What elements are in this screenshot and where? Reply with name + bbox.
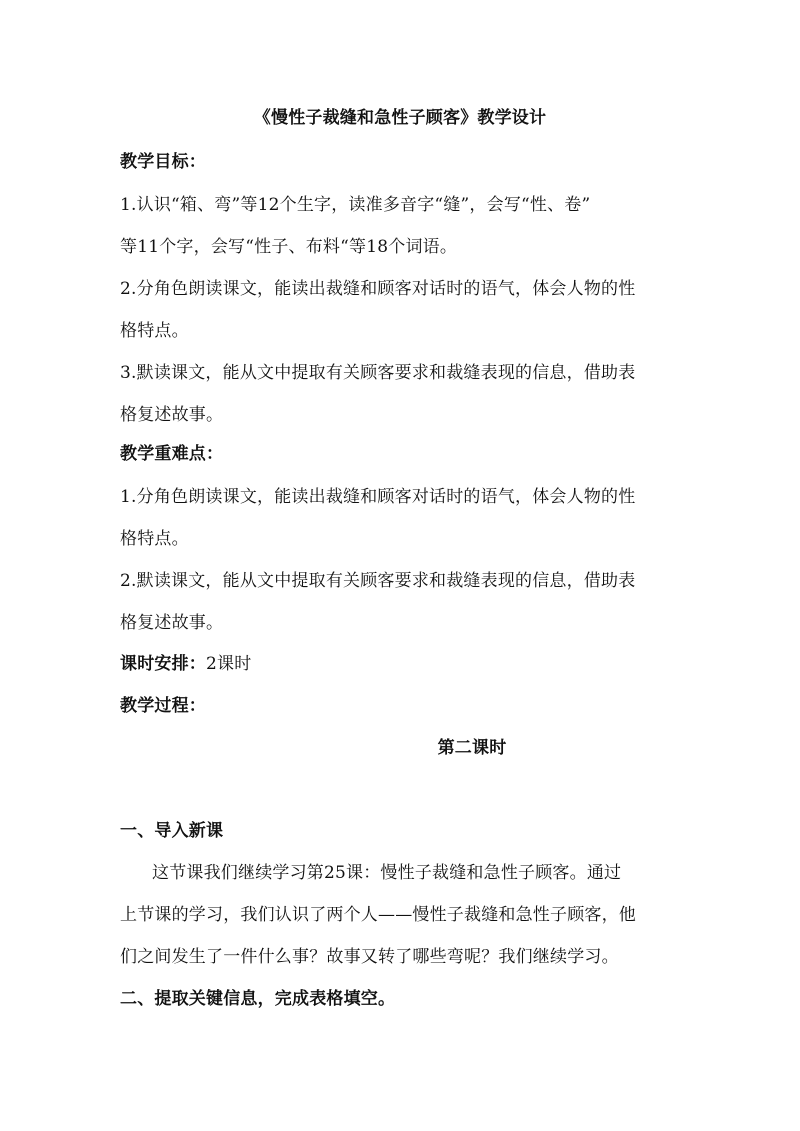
key-point-1-line-1: 1.分角色朗读课文，能读出裁缝和顾客对话时的语气，体会人物的性 xyxy=(120,487,636,507)
section-1-line-2: 上节课的学习，我们认识了两个人——慢性子裁缝和急性子顾客，他 xyxy=(120,905,636,925)
objective-2-line-1: 2.分角色朗读课文，能读出裁缝和顾客对话时的语气，体会人物的性 xyxy=(120,279,636,299)
key-point-1-line-2: 格特点。 xyxy=(120,529,189,549)
section-1-line-3: 们之间发生了一件什么事？故事又转了哪些弯呢？我们继续学习。 xyxy=(120,947,619,967)
objective-1-line-1: 1.认识“箱、弯”等12个生字，读准多音字“缝”，会写“性、卷” xyxy=(120,195,591,215)
schedule-value: 2课时 xyxy=(206,654,252,674)
process-heading: 教学过程： xyxy=(120,696,206,716)
key-point-2-line-2: 格复述故事。 xyxy=(120,613,224,633)
objectives-heading: 教学目标： xyxy=(120,152,206,172)
objective-3-line-2: 格复述故事。 xyxy=(120,405,224,425)
objective-2-line-2: 格特点。 xyxy=(120,321,189,341)
section-2-heading: 二、提取关键信息，完成表格填空。 xyxy=(120,989,396,1009)
key-point-2-line-1: 2.默读课文，能从文中提取有关顾客要求和裁缝表现的信息，借助表 xyxy=(120,571,636,591)
schedule-line xyxy=(120,653,700,675)
objective-3-line-1: 3.默读课文，能从文中提取有关顾客要求和裁缝表现的信息，借助表 xyxy=(120,363,636,383)
document-title: 《慢性子裁缝和急性子顾客》教学设计 xyxy=(253,108,547,128)
lesson-heading: 第二课时 xyxy=(437,738,507,758)
section-1-line-1: 这节课我们继续学习第25课：慢性子裁缝和急性子顾客。通过 xyxy=(152,863,622,883)
section-1-heading: 一、导入新课 xyxy=(120,821,224,841)
key-points-heading: 教学重难点： xyxy=(120,444,224,464)
objective-1-line-2: 等11个字，会写“性子、布料“等18个词语。 xyxy=(120,237,458,257)
schedule-label: 课时安排： xyxy=(120,654,206,674)
